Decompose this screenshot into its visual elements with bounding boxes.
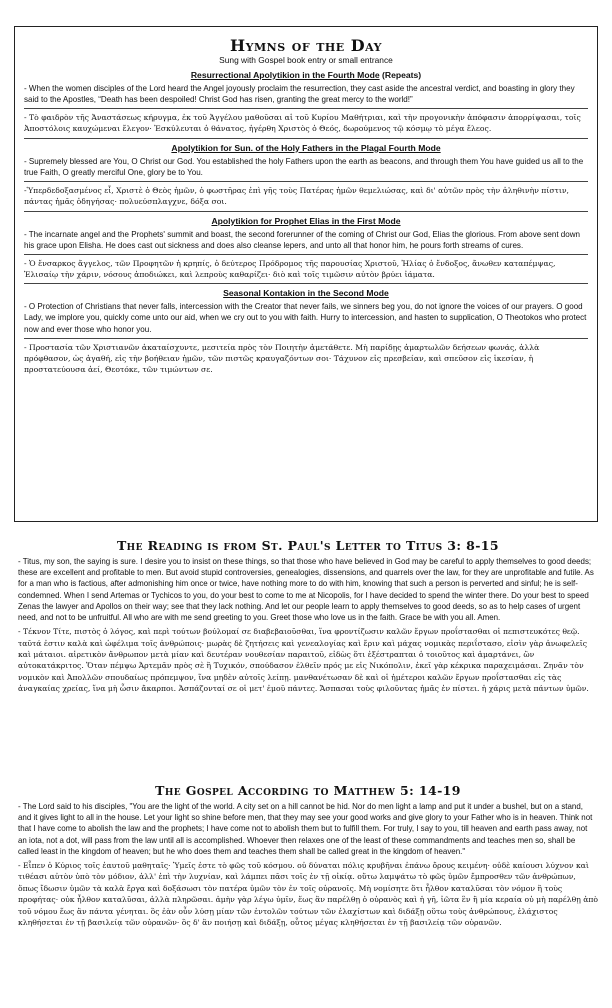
- hymn-heading-text: Apolytikion for Prophet Elias in the First Mode: [211, 215, 401, 226]
- gospel-english-text: - The Lord said to his disciples, "You are the light of the world. A city set on a hill cannot be hid. Nor do men light a lamp and put it under a bushel, but on a stand, and it gives light to all in the house. Let your light so shine before men, that they may see your good works and give glory to your Father who is in heaven. Think not that I have come to abolish the law and the prophets; I have come not to abolish them but to fulfill them. For truly, I say to you, till heaven and earth pass away, not an iota, not a dot, will pass from the law until all is accomplished. Whoever then relaxes one of the least of these commandments and teaches men so, shall be called least in the kingdom of heaven; but he who does them and teaches them shall be called great in the kingdom of heaven.": [18, 802, 593, 856]
- hymn-greek-text: - Προστασία τῶν Χριστιανῶν ἀκαταίσχυντε, μεσιτεία πρὸς τὸν Ποιητὴν ἀμετάθετε. Μὴ παρίδῃς ἁμαρτωλῶν δεήσεων φωνάς, ἀλλὰ πρόφθασον, ὡς ἀγαθή, εἰς τὴν βοήθειαν ἡμῶν, τῶν πιστῶς κραυγαζόντων σοι· Τάχυνον εἰς πρεσβείαν, καὶ σπεῦσον εἰς ἱκεσίαν, ἡ προστατεύουσα ἀεί, Θεοτόκε, τῶν τιμώντων σε.: [24, 342, 540, 375]
- hymns-subtitle: Sung with Gospel book entry or small entrance: [219, 55, 393, 65]
- hymn-heading: [24, 70, 588, 81]
- hymns-title: Hymns of the Day: [230, 36, 382, 55]
- divider: [24, 283, 588, 284]
- divider: [24, 181, 588, 182]
- hymn-heading-text: Seasonal Kontakion in the Second Mode: [223, 288, 389, 299]
- gospel-reading-section: [18, 784, 598, 930]
- hymn-heading-suffix: (Repeats): [379, 70, 422, 80]
- hymn-greek-text: -Ὑπερδεδοξασμένος εἶ, Χριστὲ ὁ Θεὸς ἡμῶν, ὁ φωστῆρας ἐπὶ γῆς τοὺς Πατέρας ἡμῶν θεμελιώσας, καὶ δι' αὐτῶν πρὸς τὴν ἀληθινὴν πίστιν, πάντας ἡμᾶς ὁδηγήσας· πολυεύσπλαγχνε, δόξα σοι.: [24, 185, 570, 207]
- gospel-greek-text: - Εἶπεν ὁ Κύριος τοῖς ἑαυτοῦ μαθηταῖς· Ὑμεῖς ἐστε τὸ φῶς τοῦ κόσμου. οὐ δύναται πόλις κρυβῆναι ἐπάνω ὄρους κειμένη· οὐδὲ καίουσι λύχνον καὶ τιθέασι αὐτὸν ὑπὸ τὸν μόδιον, ἀλλ' ἐπὶ τὴν λυχνίαν, καὶ λάμπει πᾶσι τοῖς ἐν τῇ οἰκίᾳ. οὕτω λαμψάτω τὸ φῶς ὑμῶν ἔμπροσθεν τῶν ἀνθρώπων, ὅπως ἴδωσιν ὑμῶν τὰ καλὰ ἔργα καὶ δοξάσωσι τὸν πατέρα ὑμῶν τὸν ἐν τοῖς οὐρανοῖς. Μὴ νομίσητε ὅτι ἦλθον καταλῦσαι τὸν νόμον ἢ τοὺς προφήτας· οὐκ ἦλθον καταλῦσαι, ἀλλὰ πληρῶσαι. ἀμὴν γὰρ λέγω ὑμῖν, ἕως ἂν παρέλθῃ ὁ οὐρανὸς καὶ ἡ γῆ, ἰῶτα ἓν ἢ μία κεραία οὐ μὴ παρέλθῃ ἀπὸ τοῦ νόμου ἕως ἂν πάντα γένηται. ὃς ἐὰν οὖν λύσῃ μίαν τῶν ἐντολῶν τούτων τῶν ἐλαχίστων καὶ διδάξῃ οὕτω τοὺς ἀνθρώπους, ἐλάχιστος κληθήσεται ἐν τῇ βασιλείᾳ τῶν οὐρανῶν· ὃς δ' ἂν ποιήσῃ καὶ διδάξῃ, οὗτος μέγας κληθήσεται ἐν τῇ βασιλείᾳ τῶν οὐρανῶν.: [18, 861, 598, 928]
- divider: [24, 108, 588, 109]
- reading-english-text: - Titus, my son, the saying is sure. I desire you to insist on these things, so that those who have believed in God may be careful to apply themselves to good deeds; these are excellent and profitable to men. But avoid stupid controversies, genealogies, dissensions, and quarrels over the law, for they are unprofitable and futile. As for a man who is factious, after admonishing him once or twice, have nothing more to do with him, knowing that such a person is perverted and sinful; he is self-condemned. When I send Artemas or Tychicos to you, do your best to come to me at Nicopolis, for I have decided to spend the winter there. Do your best to speed Zenas the lawyer and Apollos on their way; see that they lack nothing. And let our people learn to apply themselves to good deeds, so as to help cases of urgent need, and not to be unfruitful. All who are with me send greeting to you. Greet those who love us in the faith. Grace be with you all. Amen.: [18, 557, 594, 623]
- reading-title: The Reading is from St. Paul's Letter to Titus 3: 8-15: [116, 538, 500, 553]
- hymn-heading-text: Apolytikion for Sun. of the Holy Fathers in the Plagal Fourth Mode: [171, 142, 441, 153]
- hymn-english-text: - When the women disciples of the Lord heard the Angel joyously proclaim the resurrection, they cast aside the ancestral verdict, and boasting in glory they said to the Apostles, “Death has been despoiled! Christ God has risen, granting the great mercy to the world!”: [24, 84, 575, 105]
- divider: [24, 338, 588, 339]
- hymn-english-text: - Supremely blessed are You, O Christ our God. You established the holy Fathers upon the earth as beacons, and through them You have guided us all to the true Faith, O greatly merciful One, glory be to You.: [24, 156, 584, 177]
- hymn-heading: [24, 216, 588, 227]
- divider: [24, 138, 588, 139]
- hymn-greek-text: - Τὸ φαιδρὸν τῆς Ἀναστάσεως κήρυγμα, ἐκ τοῦ Ἀγγέλου μαθοῦσαι αἱ τοῦ Κυρίου Μαθήτριαι, καὶ τὴν προγονικὴν ἀπόφασιν ἀπορρίψασαι, τοῖς Ἀποστόλοις καυχώμεναι ἔλεγον· Ἐσκύλευται ὁ θάνατος, ἠγέρθη Χριστὸς ὁ Θεός, δωρούμενος τῷ κόσμῳ τὸ μέγα ἔλεος.: [24, 113, 581, 134]
- hymn-heading: [24, 288, 588, 299]
- hymn-english-text: - O Protection of Christians that never falls, intercession with the Creator that never fails, we sinners beg you, do not ignore the voices of our prayers. O good Lady, we implore you, quickly come unto our aid, when we cry out to you with faith. Hurry to intercession, and hasten to supplication, O Theotokos who protect now and ever those who honor you.: [24, 302, 587, 334]
- hymn-heading: [24, 143, 588, 154]
- hymn-greek-text: - Ὁ ἔνσαρκος ἄγγελος, τῶν Προφητῶν ἡ κρηπίς, ὁ δεύτερος Πρόδρομος τῆς παρουσίας Χριστοῦ, Ἠλίας ὁ ἔνδοξος, ἄνωθεν καταπέμψας, Ἐλισαίῳ τὴν χάριν, νόσους ἀποδιώκει, καὶ λεπροὺς καθαρίζει· διὸ καὶ τοῖς τιμῶσιν αὐτὸν βρύει ἰάματα.: [24, 258, 556, 280]
- gospel-title: The Gospel According to Matthew 5: 14-19: [155, 783, 461, 798]
- hymn-english-text: - The incarnate angel and the Prophets' summit and boast, the second forerunner of the coming of Christ our God, Elias the glorious. From above sent down his grace upon Elisha. He does cast out sickness and does also cleanse lepers, and unto all that honor him, he pours forth streams of cures.: [24, 229, 581, 250]
- epistle-reading-section: [18, 539, 598, 697]
- divider: [24, 211, 588, 212]
- hymns-box: [14, 26, 598, 522]
- divider: [24, 254, 588, 255]
- hymn-heading-text: Resurrectional Apolytikion in the Fourth Mode: [190, 70, 380, 80]
- reading-greek-text: - Τέκνον Τίτε, πιστὸς ὁ λόγος, καὶ περὶ τούτων βούλομαί σε διαβεβαιοῦσθαι, ἵνα φροντίζωσιν καλῶν ἔργων προΐστασθαι οἱ πεπιστευκότες θεῷ. ταῦτά ἐστιν καλὰ καὶ ὠφέλιμα τοῖς ἀνθρώποις· μωρὰς δὲ ζητήσεις καὶ γενεαλογίας καὶ ἔριν καὶ μάχας νομικὰς περιΐστασο, εἰσὶν γὰρ ἀνωφελεῖς καὶ μάταιοι. αἱρετικὸν ἄνθρωπον μετὰ μίαν καὶ δευτέραν νουθεσίαν παραιτοῦ, εἰδὼς ὅτι ἐξέστραπται ὁ τοιοῦτος καὶ ἁμαρτάνει, ὢν αὐτοκατάκριτος. Ὅταν πέμψω Ἀρτεμᾶν πρὸς σὲ ἢ Τυχικόν, σπούδασον ἐλθεῖν πρός με εἰς Νικόπολιν, ἐκεῖ γὰρ κέκρικα παραχειμάσαι. Ζηνᾶν τὸν νομικὸν καὶ Ἀπολλῶν σπουδαίως πρόπεμψον, ἵνα μηδὲν αὐτοῖς λείπῃ. μανθανέτωσαν δὲ καὶ οἱ ἡμέτεροι καλῶν ἔργων προΐστασθαι εἰς τὰς ἀναγκαίας χρείας, ἵνα μὴ ὦσιν ἄκαρποι. Ἀσπάζονταί σε οἱ μετ' ἐμοῦ πάντες. Ἄσπασαι τοὺς φιλοῦντας ἡμᾶς ἐν πίστει. ἡ χάρις μετὰ πάντων ὑμῶν.: [18, 627, 589, 694]
